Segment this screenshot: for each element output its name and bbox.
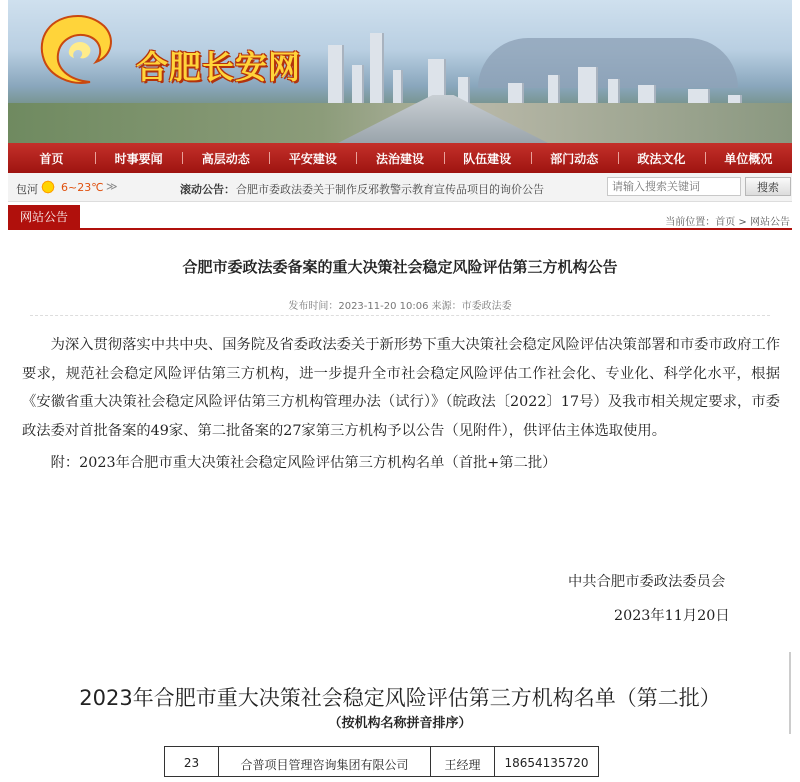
article-meta: 发布时间：2023-11-20 10:06 来源：市委政法委 (288, 301, 512, 312)
org-table (164, 746, 599, 777)
section-tab[interactable]: 网站公告 (8, 205, 80, 230)
weather-city: 包河 (16, 183, 38, 196)
nav-item-leadership[interactable]: 高层动态 (182, 150, 269, 167)
breadcrumb-separator: > (738, 217, 747, 228)
nav-item-about[interactable]: 单位概况 (705, 150, 792, 167)
utility-bar (8, 173, 792, 202)
row-number: 23 (165, 747, 219, 777)
breadcrumb-current[interactable]: 网站公告 (750, 217, 790, 228)
signature-date: 2023年11月20日 (614, 608, 730, 624)
breadcrumb-home[interactable]: 首页 (715, 217, 736, 228)
nav-item-safety[interactable]: 平安建设 (269, 150, 356, 167)
site-banner (8, 0, 792, 143)
article-attachment-note: 附：2023年合肥市重大决策社会稳定风险评估第三方机构名单（首批+第二批） (50, 455, 557, 472)
weather-temperature: 6~23℃ (61, 181, 104, 194)
main-nav (8, 143, 792, 173)
nav-item-rule-of-law[interactable]: 法治建设 (356, 150, 443, 167)
article-body (22, 331, 780, 478)
site-logo-text[interactable]: 合肥长安网 (136, 48, 302, 86)
site-logo-icon (30, 10, 126, 94)
attachment-subtitle: （按机构名称拼音排序） (328, 716, 472, 731)
nav-item-news[interactable]: 时事要闻 (95, 150, 182, 167)
signature-org: 中共合肥市委政法委员会 (568, 574, 726, 590)
scroll-notice-label: 滚动公告： (180, 183, 235, 196)
breadcrumb-label: 当前位置： (665, 217, 716, 228)
contact-phone: 18654135720 (495, 747, 599, 777)
nav-item-team[interactable]: 队伍建设 (444, 150, 531, 167)
divider (30, 315, 770, 316)
search-button[interactable]: 搜索 (745, 177, 791, 196)
table-row (165, 747, 599, 777)
article-paragraph: 为深入贯彻落实中共中央、国务院及省委政法委关于新形势下重大决策社会稳定风险评估决策部署和市委市政府工作要求，规范社会稳定风险评估第三方机构，进一步提升全市社会稳定风险评估工作社会化、专业化、科学化水平，根据《安徽省重大决策社会稳定风险评估第三方机构管理办法（试行）》（皖政法〔2022〕17号）及我市相关规定要求，市委政法委对首批备案的49家、第二批备案的27家第三方机构予以公告（见附件），供评估主体选取使用。 (22, 337, 780, 439)
nav-item-home[interactable]: 首页 (39, 151, 64, 166)
search-input[interactable] (607, 177, 741, 196)
sun-icon (40, 179, 56, 195)
nav-item-culture[interactable]: 政法文化 (618, 150, 705, 167)
org-name: 合普项目管理咨询集团有限公司 (219, 747, 431, 777)
weather-more-icon[interactable]: ≫ (106, 180, 118, 193)
contact-name: 王经理 (431, 747, 495, 777)
article-title: 合肥市委政法委备案的重大决策社会稳定风险评估第三方机构公告 (182, 258, 618, 276)
attachment-title: 2023年合肥市重大决策社会稳定风险评估第三方机构名单（第二批） (79, 686, 721, 710)
scroll-notice-link[interactable]: 合肥市委政法委关于制作反邪教警示教育宣传品项目的询价公告 (236, 183, 544, 196)
nav-item-departments[interactable]: 部门动态 (531, 150, 618, 167)
section-header (8, 205, 792, 230)
breadcrumb (665, 213, 790, 228)
